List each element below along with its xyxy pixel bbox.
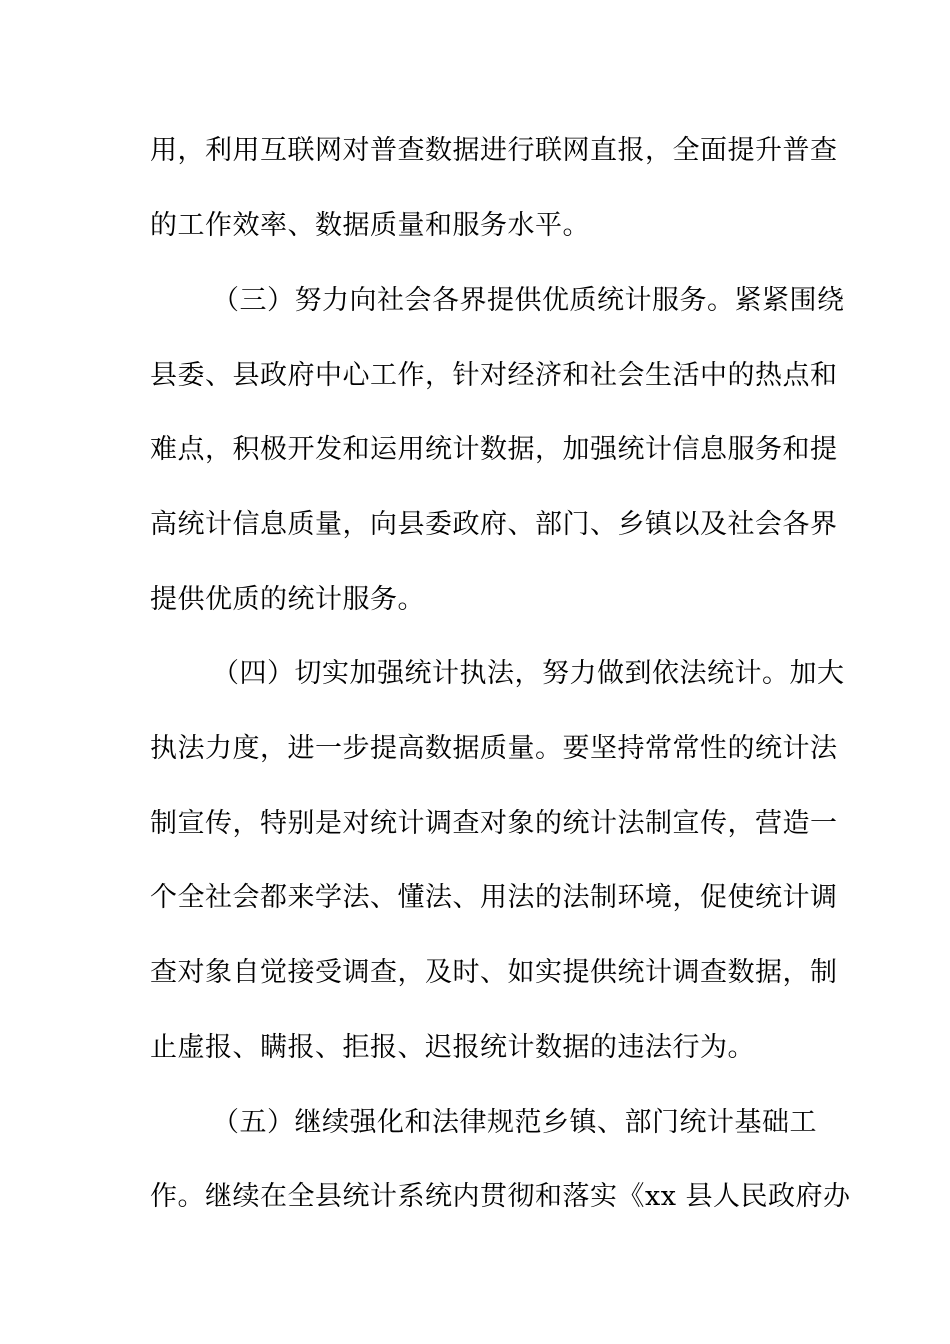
paragraph-5-start: （五）继续强化和法律规范乡镇、部门统计基础工	[212, 1107, 817, 1138]
paragraph-4-start: （四）切实加强统计执法，努力做到依法统计。加大	[212, 658, 845, 689]
text-line-1: 用，利用互联网对普查数据进行联网直报，全面提升普查	[150, 135, 838, 166]
text-line-9: 执法力度，进一步提高数据质量。要坚持常常性的统计法	[150, 733, 838, 764]
text-line-4: 县委、县政府中心工作，针对经济和社会生活中的热点和	[150, 360, 838, 391]
text-line-15: 作。继续在全县统计系统内贯彻和落实《xx 县人民政府办	[150, 1181, 851, 1212]
text-line-2: 的工作效率、数据质量和服务水平。	[150, 210, 590, 241]
paragraph-3-start: （三）努力向社会各界提供优质统计服务。紧紧围绕	[212, 285, 845, 316]
text-line-5: 难点，积极开发和运用统计数据，加强统计信息服务和提	[150, 434, 838, 465]
text-line-12: 查对象自觉接受调查，及时、如实提供统计调查数据，制	[150, 957, 838, 988]
text-line-11: 个全社会都来学法、懂法、用法的法制环境，促使统计调	[150, 882, 838, 913]
text-line-10: 制宣传，特别是对统计调查对象的统计法制宣传，营造一	[150, 808, 838, 839]
text-line-7: 提供优质的统计服务。	[150, 584, 425, 615]
text-line-13: 止虚报、瞒报、拒报、迟报统计数据的违法行为。	[150, 1032, 755, 1063]
text-line-6: 高统计信息质量，向县委政府、部门、乡镇以及社会各界	[150, 509, 838, 540]
